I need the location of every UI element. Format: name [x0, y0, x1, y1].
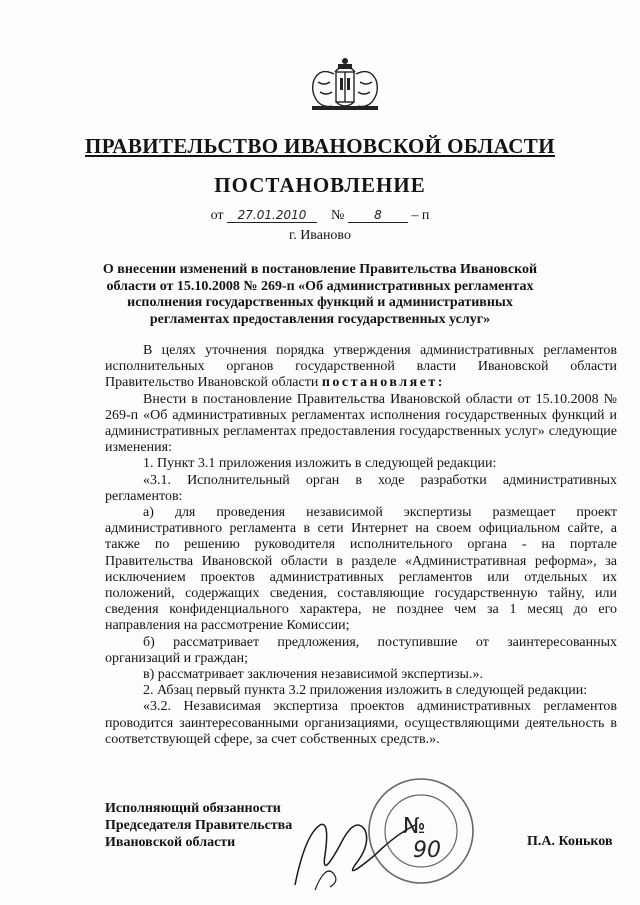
official-stamp: [365, 775, 477, 887]
document-body: [105, 343, 617, 748]
paragraph-5: а) для проведения независимой экспертизы размещает проект административного регламента в сети Интернет на своем официальном сайте, а также по решению руководителя исполнительного органа - на портале Правительства Ивановской области в разделе «Административная реформа», за исключением проектов административных регламентов или отдельных их положений, содержащих сведения, составляющие государственную тайну, или сведения конфиденциального характера, не позднее чем за 1 месяц до его направления на рассмотрение Комиссии;: [105, 505, 617, 634]
date-value: 27.01.2010: [227, 208, 317, 223]
signatory-position: [105, 800, 292, 851]
document-title: О внесении изменений в постановление Правительства Ивановской области от 15.10.2008 № 269-п «Об административных регламентах исполнения государственных функций и административных регламентах предоставления государственных услуг»: [102, 262, 538, 327]
paragraph-4: «3.1. Исполнительный орган в ходе разработки административных регламентов:: [105, 472, 617, 504]
city-line: г. Иваново: [289, 228, 351, 243]
decree-word: постановляет:: [321, 375, 445, 391]
paragraph-2: Внести в постановление Правительства Ивановской области от 15.10.2008 № 269-п «Об административных регламентах исполнения государственных функций и административных регламентах предоставления государственных услуг» следующие изменения:: [105, 391, 617, 456]
number-value: 8: [348, 208, 408, 223]
signatory-name: П.А. Коньков: [527, 834, 613, 849]
paragraph-6: б) рассматривает предложения, поступившие от заинтересованных организаций и граждан;: [105, 634, 617, 666]
number-prefix: №: [331, 208, 345, 223]
coat-of-arms-emblem: [300, 52, 390, 114]
paragraph-1: [105, 343, 617, 392]
document-type: ПОСТАНОВЛЕНИЕ: [214, 173, 426, 197]
paragraph-1-text: В целях уточнения порядка утверждения административных регламентов исполнительных органов государственной власти Ивановской области Правительство Ивановской области: [105, 343, 617, 391]
paragraph-9: «3.2. Независимая экспертиза проектов административных регламентов проводится заинтересованными организациями, осуществляющими деятельность в соответствующей сфере, за счет собственных средств.».: [105, 699, 617, 747]
stamp-number-label: №: [403, 814, 426, 839]
date-number-line: [0, 208, 640, 224]
paragraph-8: 2. Абзац первый пункта 3.2 приложения изложить в следующей редакции:: [143, 683, 588, 699]
number-suffix: – п: [411, 208, 430, 223]
paragraph-3: 1. Пункт 3.1 приложения изложить в следующей редакции:: [143, 456, 497, 472]
signatory-line-3: Ивановской области: [105, 835, 236, 850]
organization-title: ПРАВИТЕЛЬСТВО ИВАНОВСКОЙ ОБЛАСТИ: [85, 134, 555, 158]
date-prefix: от: [210, 208, 224, 223]
stamp-number-value: 90: [413, 838, 441, 863]
signatory-line-2: Председателя Правительства: [105, 818, 293, 833]
paragraph-7: в) рассматривает заключения независимой экспертизы.».: [143, 667, 483, 683]
signatory-line-1: Исполняющий обязанности: [105, 801, 281, 816]
